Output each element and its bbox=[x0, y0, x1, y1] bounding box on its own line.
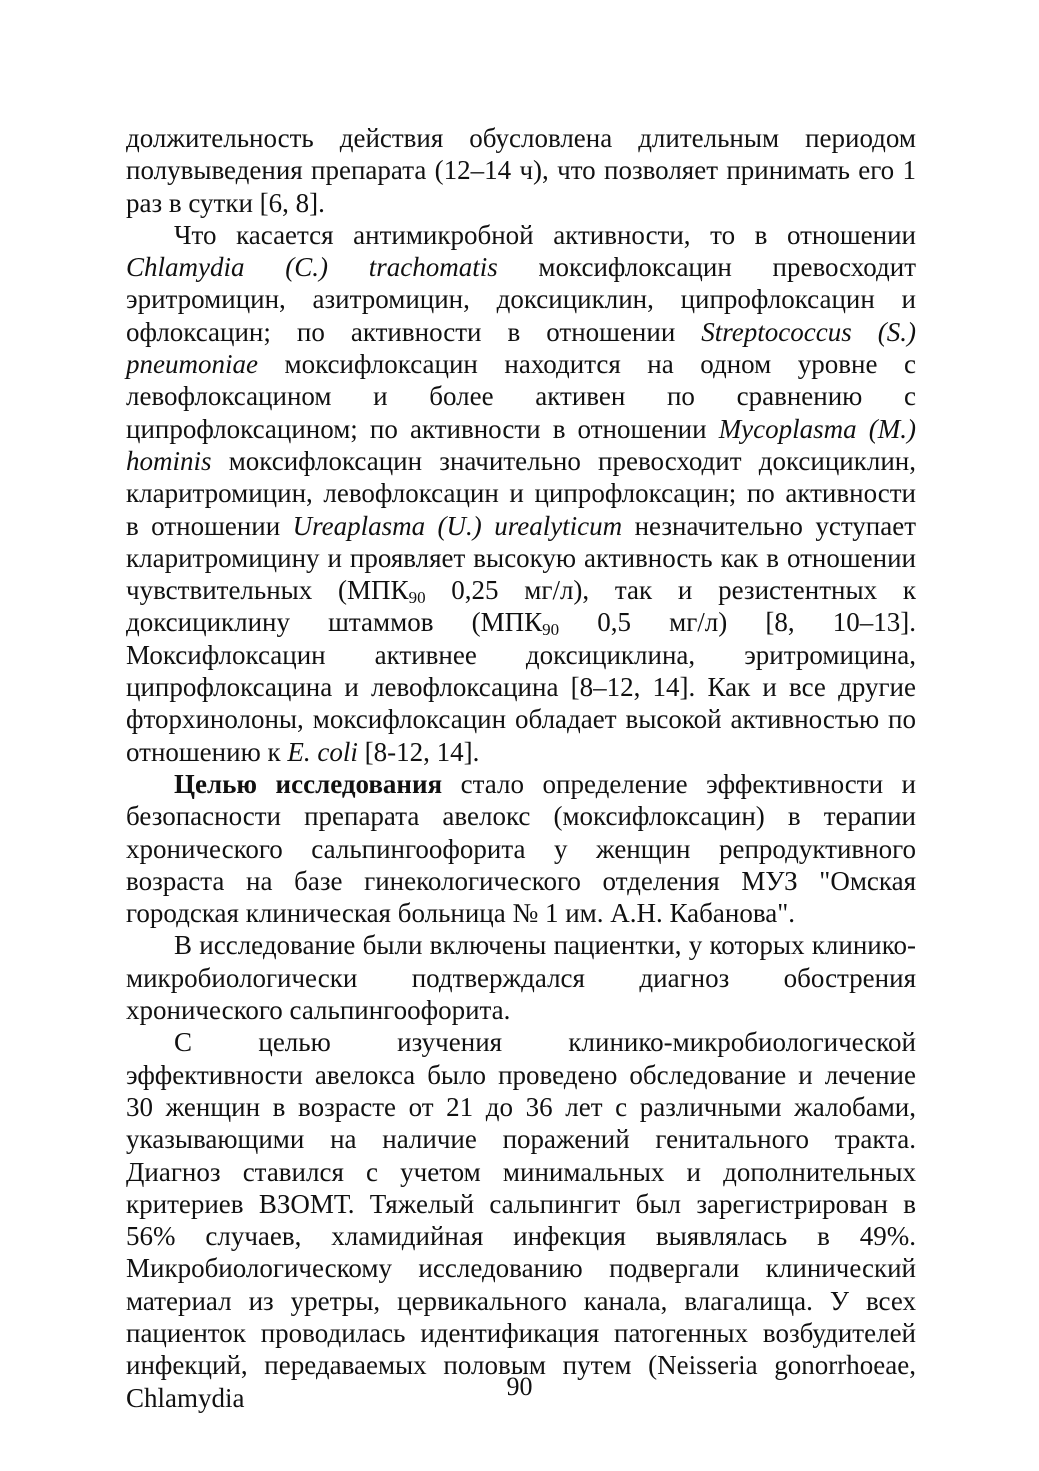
paragraph-antimicrobial-activity bbox=[126, 219, 916, 768]
subscript: 90 bbox=[542, 620, 560, 640]
text-run: стало определение эффективности и безопасности препарата авелокс (моксифлоксацин) в терапии хронического сальпингоофорита у женщин репродуктивного возраста на базе гинекологического отделения МУЗ "Омская городская клиническая больница № 1 им. А.Н. Кабанова". bbox=[126, 768, 916, 929]
body-text bbox=[126, 122, 916, 1414]
bold-term: Целью исследования bbox=[174, 768, 443, 799]
text-run: моксифлоксацин превосходит эритромицин, азитромицин, доксициклин, ципрофлоксацин и офлоксацин; по активности в отношении bbox=[126, 252, 916, 347]
text-run: Что касается антимикробной активности, то в отношении bbox=[174, 219, 916, 250]
text-run: 0,5 мг/л) [8, 10–13]. Моксифлоксацин активнее доксициклина, эритромицина, ципрофлоксацина и левофлоксацина [8–12, 14]. Как и все другие фторхинолоны, моксифлоксацин обладает высокой активностью по отношению к bbox=[126, 607, 916, 767]
text-run: незначительно уступает кларитромицину и проявляет высокую активность как в отношении чувствительных (МПК bbox=[126, 510, 916, 606]
text-run: моксифлоксацин находится на одном уровне с левофлоксацином и более активен по сравнению с ципрофлоксацином; по активности в отношении bbox=[126, 349, 916, 444]
text-run: В исследование были включены пациентки, у которых клинико-микробиологически подтверждался диагноз обострения хронического сальпингоофорита. bbox=[126, 930, 916, 1026]
italic-term: Mycoplasma (M.) hominis bbox=[126, 413, 916, 476]
paragraph-study-aim bbox=[126, 768, 916, 929]
paragraph-continuation bbox=[126, 122, 916, 219]
text-run: [8-12, 14]. bbox=[357, 736, 480, 767]
italic-term: E. coli bbox=[287, 736, 358, 767]
paragraph-methods bbox=[126, 1026, 916, 1414]
paragraph-inclusion bbox=[126, 929, 916, 1026]
text-run: моксифлоксацин значительно превосходит доксициклин, кларитромицин, левофлоксацин и ципрофлоксацин; по активности в отношении bbox=[126, 445, 916, 541]
text-run: С целью изучения клинико-микробиологической эффективности авелокса было проведено обследование и лечение 30 женщин в возрасте от 21 до 36 лет с различными жалобами, указывающими на наличие поражений генитального тракта. Диагноз ставился с учетом минимальных и дополнительных критериев ВЗОМТ. Тяжелый сальпингит был зарегистрирован в 56% случаев, хламидийная инфекция выявлялась в 49%. Микробиологическому исследованию подвергали клинический материал из уретры, цервикального канала, влагалища. У всех пациенток проводилась идентификация патогенных возбудителей инфекций, передаваемых половым путем (Neisseria gonorrhoeae, Chlamydia bbox=[126, 1027, 916, 1413]
italic-term: Ureaplasma (U.) urealyticum bbox=[292, 510, 623, 541]
text-run: 0,25 мг/л), так и резистентных к доксициклину штаммов (МПК bbox=[126, 575, 916, 638]
italic-term: Streptococcus (S.) pneumoniae bbox=[126, 316, 916, 380]
text-run: должительность действия обусловлена длительным периодом полувыведения препарата (12–14 ч), что позволяет принимать его 1 раз в сутки [6, 8]. bbox=[126, 123, 916, 218]
italic-term: Chlamydia (C.) trachomatis bbox=[126, 252, 498, 283]
page-number: 90 bbox=[506, 1372, 533, 1401]
subscript: 90 bbox=[408, 588, 426, 608]
